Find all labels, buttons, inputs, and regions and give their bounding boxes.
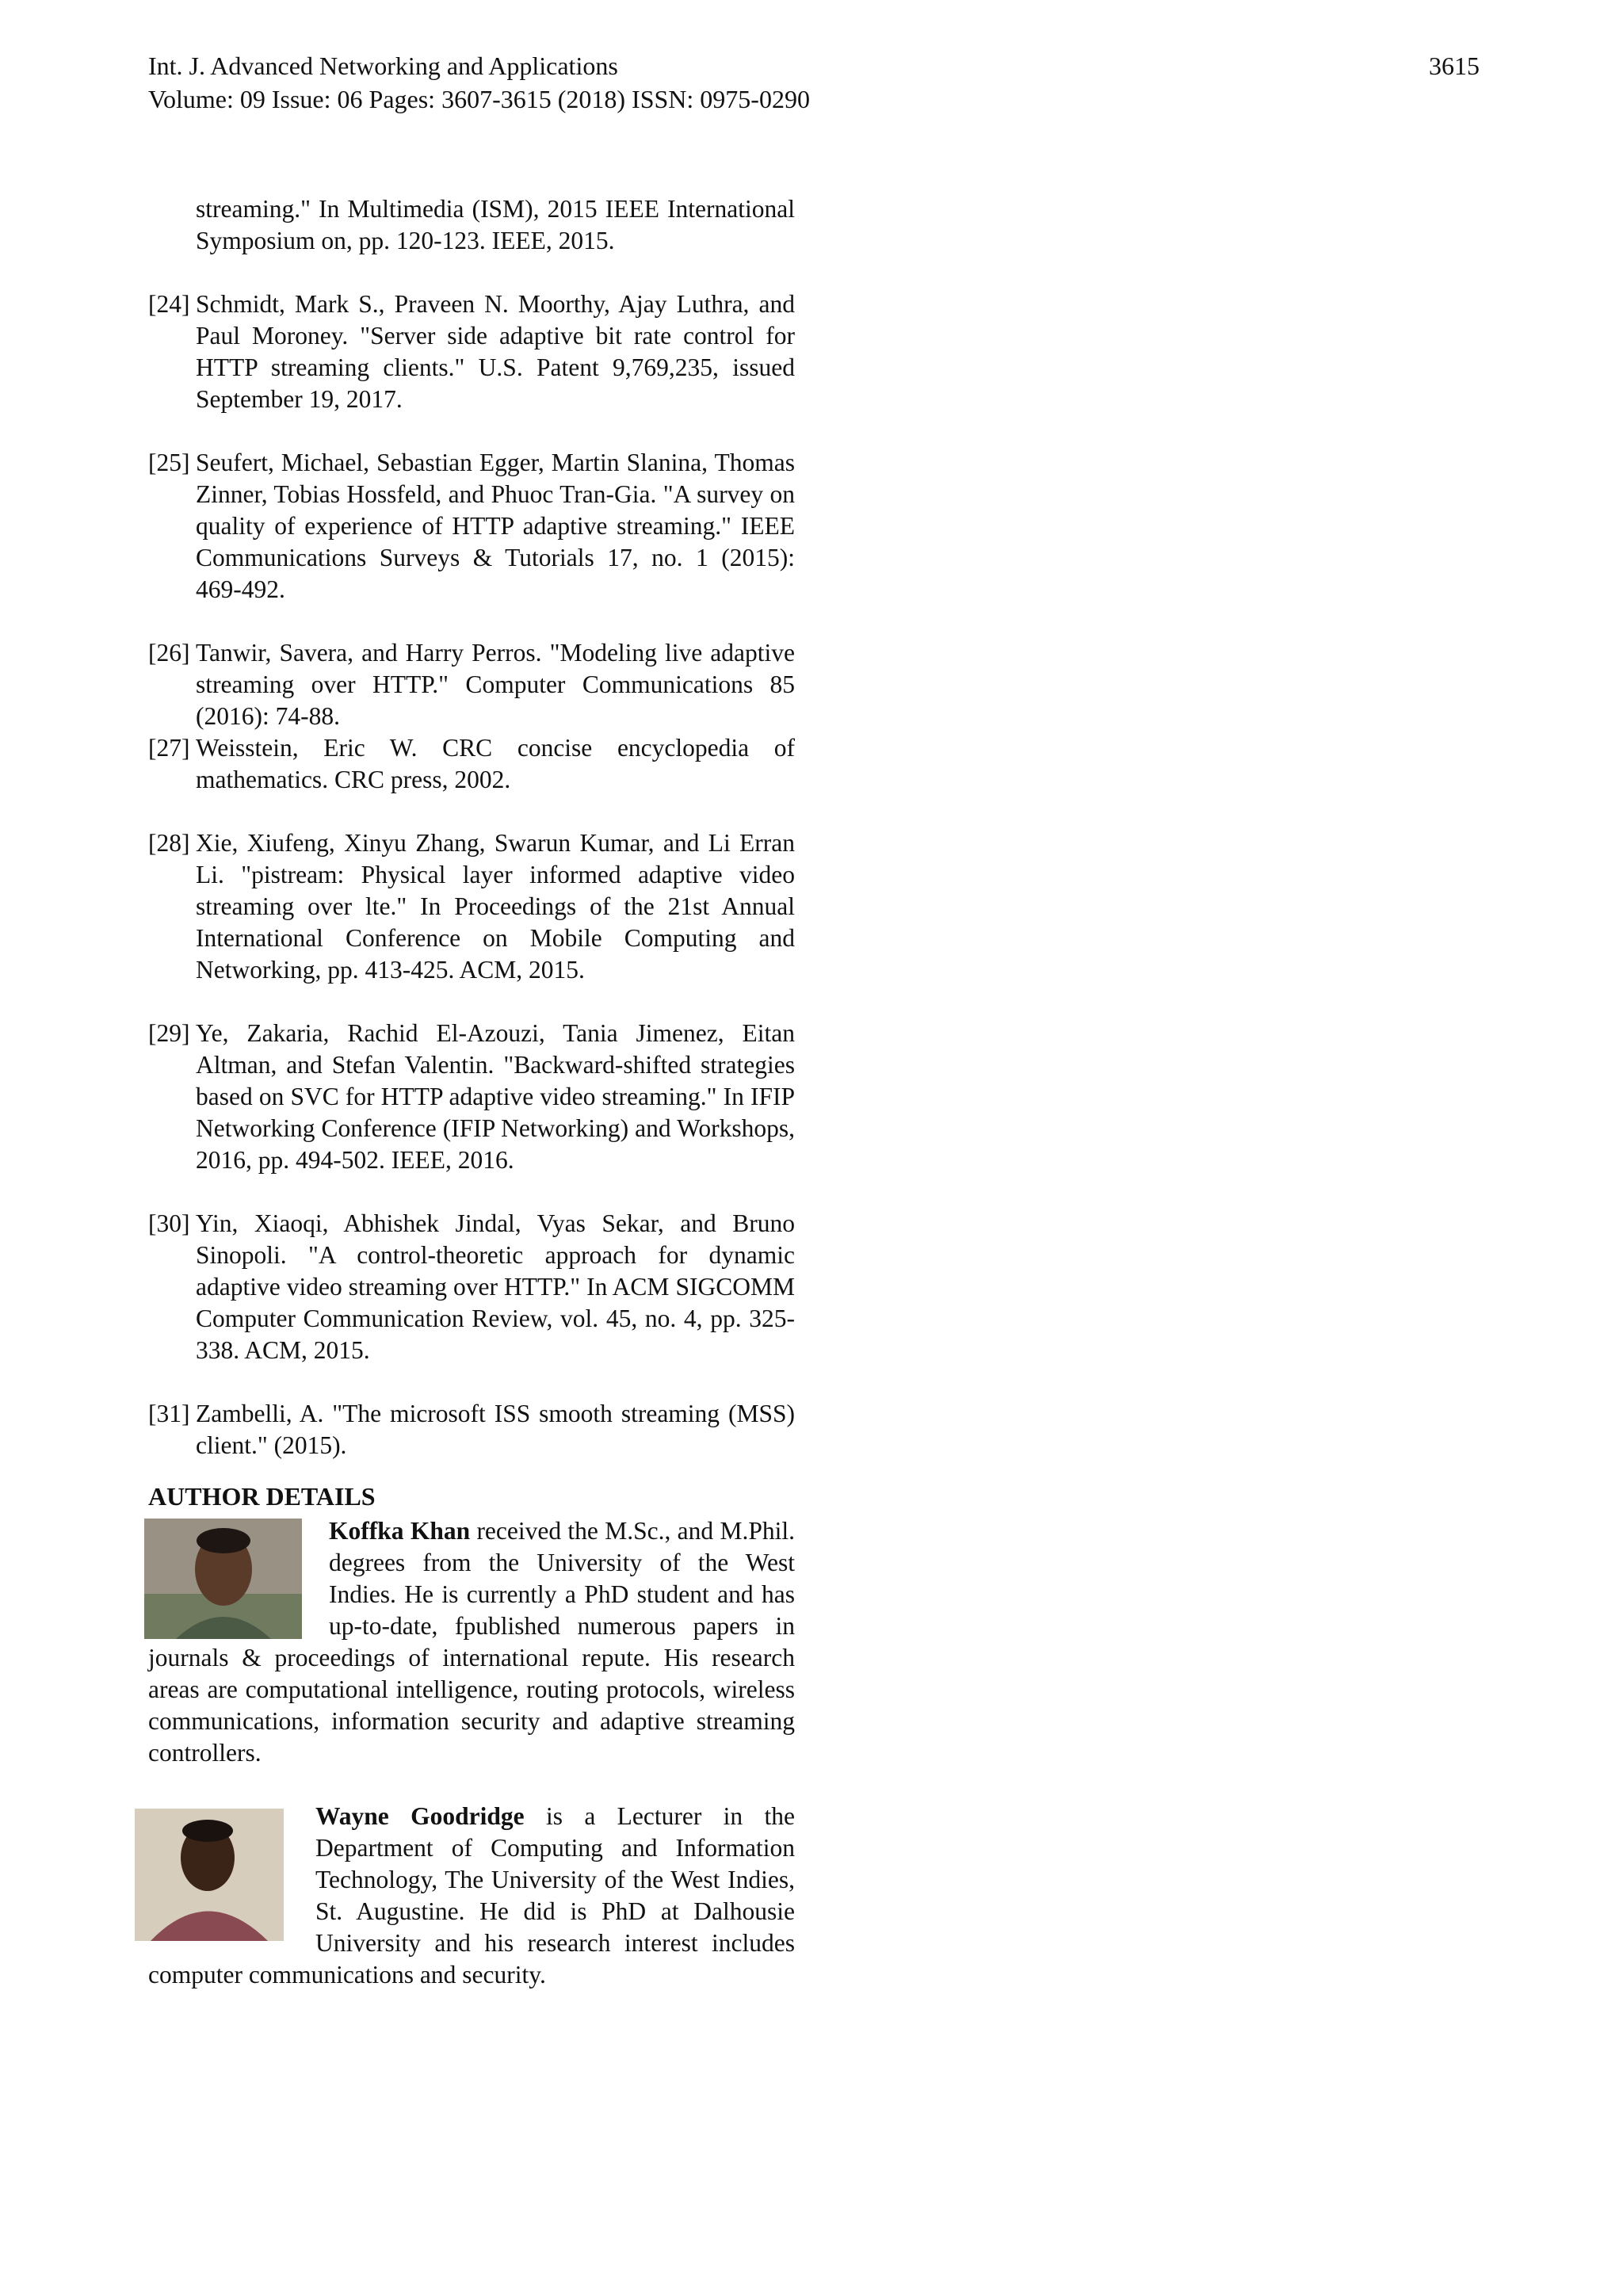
reference-text: Xie, Xiufeng, Xinyu Zhang, Swarun Kumar, and Li Erran Li. "pistream: Physical layer informed adaptive video streaming over lte." In Proceedings of the 21st Annual International Conference on Mobile Computing and Networking, pp. 413-425. ACM, 2015. (196, 829, 795, 984)
author-bio (148, 1515, 795, 1769)
author-details-heading: AUTHOR DETAILS (148, 1482, 376, 1511)
reference-text: Schmidt, Mark S., Praveen N. Moorthy, Ajay Luthra, and Paul Moroney. "Server side adaptive bit rate control for HTTP streaming clients." U.S. Patent 9,769,235, issued September 19, 2017. (196, 290, 795, 413)
reference-number: [31] (148, 1400, 190, 1427)
reference-entry (148, 732, 795, 796)
reference-entry (148, 1018, 795, 1176)
reference-entry (148, 288, 795, 415)
reference-text: Ye, Zakaria, Rachid El-Azouzi, Tania Jimenez, Eitan Altman, and Stefan Valentin. "Backward-shifted strategies based on SVC for HTTP adaptive video streaming." In IFIP Networking Conference (IFIP Networking) and Workshops, 2016, pp. 494-502. IEEE, 2016. (196, 1019, 795, 1174)
author-name: Koffka Khan (329, 1517, 477, 1545)
reference-number: [28] (148, 829, 190, 857)
reference-number: [25] (148, 449, 190, 476)
author-bio (148, 1801, 795, 1991)
author-name: Wayne Goodridge (315, 1802, 546, 1830)
page-header (148, 49, 1480, 116)
journal-volume-info: Volume: 09 Issue: 06 Pages: 3607-3615 (2018) ISSN: 0975-0290 (148, 85, 810, 113)
reference-text: Weisstein, Eric W. CRC concise encyclopedia of mathematics. CRC press, 2002. (196, 734, 795, 793)
reference-number: [30] (148, 1209, 190, 1237)
reference-entry-continued (148, 193, 795, 257)
reference-text: Zambelli, A. "The microsoft ISS smooth streaming (MSS) client." (2015). (196, 1400, 795, 1459)
reference-number: [24] (148, 290, 190, 318)
reference-number: [29] (148, 1019, 190, 1047)
reference-entry (148, 1208, 795, 1366)
reference-entry (148, 637, 795, 732)
author-photo (135, 1809, 284, 1941)
main-column (148, 193, 795, 1991)
reference-text: Tanwir, Savera, and Harry Perros. "Modeling live adaptive streaming over HTTP." Computer Communications 85 (2016): 74-88. (196, 639, 795, 730)
reference-text: streaming." In Multimedia (ISM), 2015 IEEE International Symposium on, pp. 120-123. IEEE, 2015. (196, 195, 795, 254)
author-photo (144, 1519, 302, 1639)
author-bio-text: received the M.Sc., and M.Phil. degrees from the University of the West Indies. He is currently a PhD student and has up-to-date, fpublished numerous papers in journals & proceedings of international repute. His research areas are computational intelligence, routing protocols, wireless communications, information security and adaptive streaming controllers. (148, 1517, 796, 1767)
page-number: 3615 (1429, 52, 1480, 80)
journal-title: Int. J. Advanced Networking and Applications (148, 52, 618, 80)
reference-number: [27] (148, 734, 190, 762)
reference-entry (148, 447, 795, 606)
reference-text: Seufert, Michael, Sebastian Egger, Martin Slanina, Thomas Zinner, Tobias Hossfeld, and Phuoc Tran-Gia. "A survey on quality of experience of HTTP adaptive streaming." IEEE Communications Surveys & Tutorials 17, no. 1 (2015): 469-492. (196, 449, 795, 603)
reference-text: Yin, Xiaoqi, Abhishek Jindal, Vyas Sekar, and Bruno Sinopoli. "A control-theoretic approach for dynamic adaptive video streaming over HTTP." In ACM SIGCOMM Computer Communication Review, vol. 45, no. 4, pp. 325-338. ACM, 2015. (196, 1209, 795, 1364)
author-bio-text: is a Lecturer in the Department of Computing and Information Technology, The University of the West Indies, St. Augustine. He did is PhD at Dalhousie University and his research interest includes computer communications and security. (148, 1802, 795, 1988)
reference-number: [26] (148, 639, 190, 667)
reference-entry (148, 1398, 795, 1461)
reference-entry (148, 827, 795, 986)
